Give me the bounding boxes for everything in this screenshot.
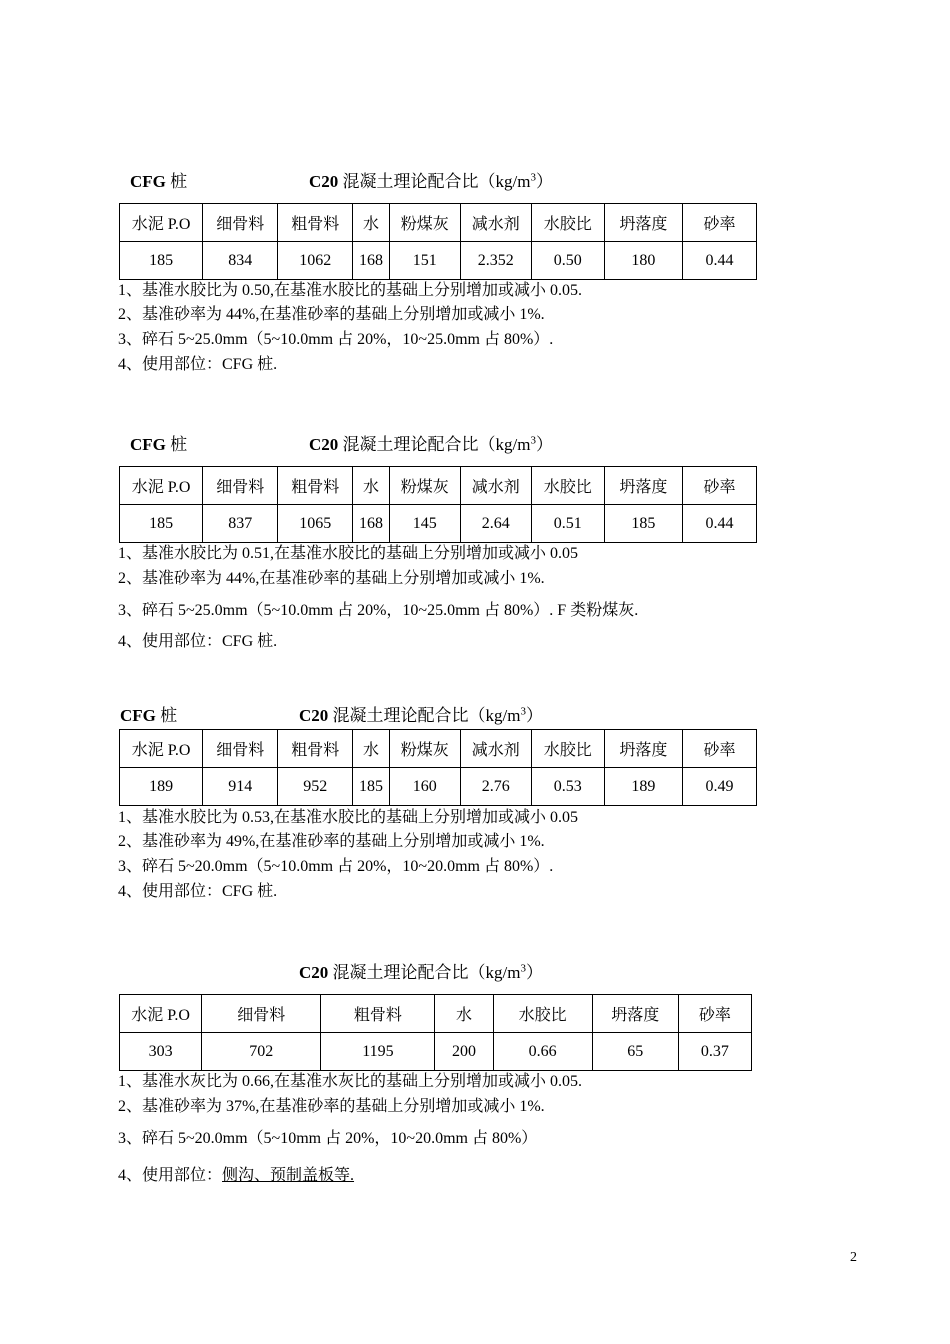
value-row: [120, 1033, 752, 1071]
note-1: 1、基准水胶比为 0.51,在基准水胶比的基础上分别增加或减小 0.05: [118, 545, 579, 562]
value-cell: 168: [353, 505, 390, 543]
header-cell: 砂率: [682, 204, 756, 242]
pile-label: CFG 桩: [120, 706, 178, 725]
note-4: 4、使用部位：CFG 桩.: [118, 356, 278, 373]
header-cell: 砂率: [682, 730, 756, 768]
note-2: 2、基准砂率为 44%,在基准砂率的基础上分别增加或减小 1%.: [118, 306, 545, 323]
value-cell: 2.64: [460, 505, 531, 543]
note-3: 3、碎石 5~25.0mm（5~10.0mm 占 20%，10~25.0mm 占 80%）. F 类粉煤灰.: [118, 602, 639, 619]
value-cell: 0.66: [493, 1033, 592, 1071]
value-cell: 180: [604, 242, 682, 280]
header-cell: 砂率: [678, 995, 751, 1033]
note-2: 2、基准砂率为 49%,在基准砂率的基础上分别增加或减小 1%.: [118, 833, 545, 850]
mix-table: [119, 203, 757, 280]
header-cell: 粉煤灰: [389, 467, 460, 505]
value-cell: 2.76: [460, 768, 531, 806]
note-4: [118, 1165, 354, 1187]
header-cell: 坍落度: [604, 204, 682, 242]
header-cell: 粗骨料: [278, 204, 353, 242]
value-row: [120, 505, 757, 543]
value-cell: 0.53: [531, 768, 604, 806]
header-cell: 砂率: [682, 467, 756, 505]
header-cell: 水: [353, 467, 390, 505]
mix-table: [119, 466, 757, 543]
value-cell: 168: [353, 242, 390, 280]
header-cell: 粗骨料: [321, 995, 435, 1033]
value-cell: 303: [120, 1033, 202, 1071]
header-cell: 水泥 P.O: [120, 467, 203, 505]
header-cell: 水胶比: [531, 204, 604, 242]
note-4-location: 侧沟、预制盖板等.: [222, 1167, 355, 1184]
value-cell: 185: [604, 505, 682, 543]
value-cell: 1062: [278, 242, 353, 280]
value-cell: 160: [389, 768, 460, 806]
header-row: [120, 204, 757, 242]
header-cell: 细骨料: [203, 467, 278, 505]
value-cell: 0.44: [682, 505, 756, 543]
value-cell: 1195: [321, 1033, 435, 1071]
value-row: [120, 242, 757, 280]
note-2: 2、基准砂率为 44%,在基准砂率的基础上分别增加或减小 1%.: [118, 570, 545, 587]
mix-table: [119, 994, 752, 1071]
value-cell: 0.44: [682, 242, 756, 280]
header-cell: 减水剂: [460, 204, 531, 242]
header-cell: 水泥 P.O: [120, 204, 203, 242]
value-cell: 151: [389, 242, 460, 280]
note-3: 3、碎石 5~20.0mm（5~10mm 占 20%，10~20.0mm 占 80%）: [118, 1130, 538, 1147]
header-cell: 水泥 P.O: [120, 995, 202, 1033]
header-cell: 粗骨料: [278, 730, 353, 768]
value-cell: 0.49: [682, 768, 756, 806]
header-cell: 水胶比: [531, 730, 604, 768]
header-cell: 细骨料: [203, 204, 278, 242]
value-cell: 0.37: [678, 1033, 751, 1071]
header-cell: 水泥 P.O: [120, 730, 203, 768]
value-cell: 189: [604, 768, 682, 806]
value-cell: 189: [120, 768, 203, 806]
header-cell: 粗骨料: [278, 467, 353, 505]
header-cell: 坍落度: [592, 995, 678, 1033]
header-row: [120, 467, 757, 505]
header-cell: 水胶比: [531, 467, 604, 505]
header-row: [120, 995, 752, 1033]
value-row: [120, 768, 757, 806]
header-cell: 细骨料: [203, 730, 278, 768]
header-cell: 粉煤灰: [389, 730, 460, 768]
value-cell: 185: [120, 505, 203, 543]
header-cell: 水: [435, 995, 493, 1033]
note-4: 4、使用部位：CFG 桩.: [118, 883, 278, 900]
note-1: 1、基准水胶比为 0.50,在基准水胶比的基础上分别增加或减小 0.05.: [118, 282, 583, 299]
note-3: 3、碎石 5~25.0mm（5~10.0mm 占 20%，10~25.0mm 占 80%）.: [118, 331, 554, 348]
header-cell: 粉煤灰: [389, 204, 460, 242]
note-4: 4、使用部位：CFG 桩.: [118, 633, 278, 650]
value-cell: 200: [435, 1033, 493, 1071]
header-cell: 水胶比: [493, 995, 592, 1033]
page-number: 2: [850, 1250, 857, 1265]
note-1: 1、基准水胶比为 0.53,在基准水胶比的基础上分别增加或减小 0.05: [118, 809, 579, 826]
header-cell: 细骨料: [202, 995, 321, 1033]
header-row: [120, 730, 757, 768]
mix-table: [119, 729, 757, 806]
value-cell: 65: [592, 1033, 678, 1071]
pile-label: CFG 桩: [130, 435, 188, 454]
header-cell: 坍落度: [604, 730, 682, 768]
header-cell: 减水剂: [460, 730, 531, 768]
header-cell: 水: [353, 730, 390, 768]
value-cell: 0.50: [531, 242, 604, 280]
note-2: 2、基准砂率为 37%,在基准砂率的基础上分别增加或减小 1%.: [118, 1098, 545, 1115]
value-cell: 837: [203, 505, 278, 543]
value-cell: 952: [278, 768, 353, 806]
value-cell: 702: [202, 1033, 321, 1071]
note-3: 3、碎石 5~20.0mm（5~10.0mm 占 20%，10~20.0mm 占 80%）.: [118, 858, 554, 875]
value-cell: 914: [203, 768, 278, 806]
pile-label: CFG 桩: [130, 172, 188, 191]
header-cell: 坍落度: [604, 467, 682, 505]
value-cell: 185: [120, 242, 203, 280]
note-1: 1、基准水灰比为 0.66,在基准水灰比的基础上分别增加或减小 0.05.: [118, 1073, 583, 1090]
value-cell: 0.51: [531, 505, 604, 543]
value-cell: 1065: [278, 505, 353, 543]
note-4-prefix: 4、使用部位：: [118, 1167, 223, 1184]
value-cell: 185: [353, 768, 390, 806]
value-cell: 2.352: [460, 242, 531, 280]
value-cell: 834: [203, 242, 278, 280]
header-cell: 水: [353, 204, 390, 242]
header-cell: 减水剂: [460, 467, 531, 505]
value-cell: 145: [389, 505, 460, 543]
